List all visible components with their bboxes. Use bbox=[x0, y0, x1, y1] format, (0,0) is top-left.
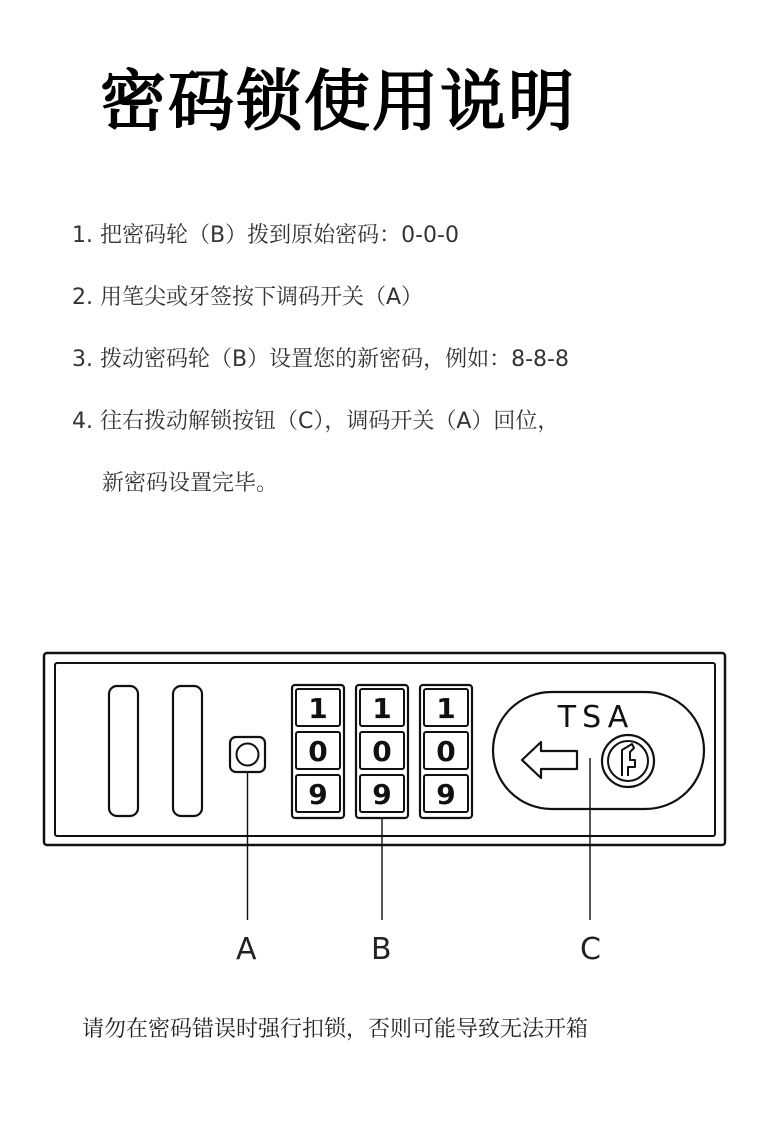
wheel-digit: 1 bbox=[308, 692, 328, 725]
wheel-digit: 1 bbox=[372, 692, 392, 725]
page-title: 密码锁使用说明 bbox=[100, 63, 576, 140]
tsa-unlock-button bbox=[493, 692, 704, 809]
step-3: 3. 拨动密码轮（B）设置您的新密码，例如：8-8-8 bbox=[72, 347, 569, 372]
step-4: 4. 往右拨动解锁按钮（C），调码开关（A）回位， bbox=[72, 409, 560, 434]
label-a: A bbox=[236, 932, 257, 967]
wheel-digit: 0 bbox=[372, 735, 392, 768]
wheel-digit: 9 bbox=[308, 778, 328, 811]
wheel-digit: 1 bbox=[436, 692, 456, 725]
step-1: 1. 把密码轮（B）拨到原始密码：0-0-0 bbox=[72, 223, 459, 248]
wheel-digit: 0 bbox=[436, 735, 456, 768]
warning-text: 请勿在密码错误时强行扣锁，否则可能导致无法开箱 bbox=[82, 1017, 589, 1042]
slot-right bbox=[173, 686, 202, 816]
wheel-digit: 0 bbox=[308, 735, 328, 768]
tsa-brand: TSA bbox=[557, 700, 635, 735]
arrow-left-icon bbox=[522, 742, 577, 778]
step-2: 2. 用笔尖或牙签按下调码开关（A） bbox=[72, 285, 424, 310]
reset-button-a bbox=[230, 737, 265, 772]
wheel-digit: 9 bbox=[372, 778, 392, 811]
label-b: B bbox=[371, 932, 392, 967]
label-c: C bbox=[580, 932, 601, 967]
step-4-continued: 新密码设置完毕。 bbox=[102, 471, 279, 496]
slot-left bbox=[109, 686, 138, 816]
combination-wheels bbox=[292, 685, 472, 818]
wheel-digit: 9 bbox=[436, 778, 456, 811]
lock-diagram bbox=[0, 640, 764, 980]
key-icon bbox=[602, 735, 654, 787]
